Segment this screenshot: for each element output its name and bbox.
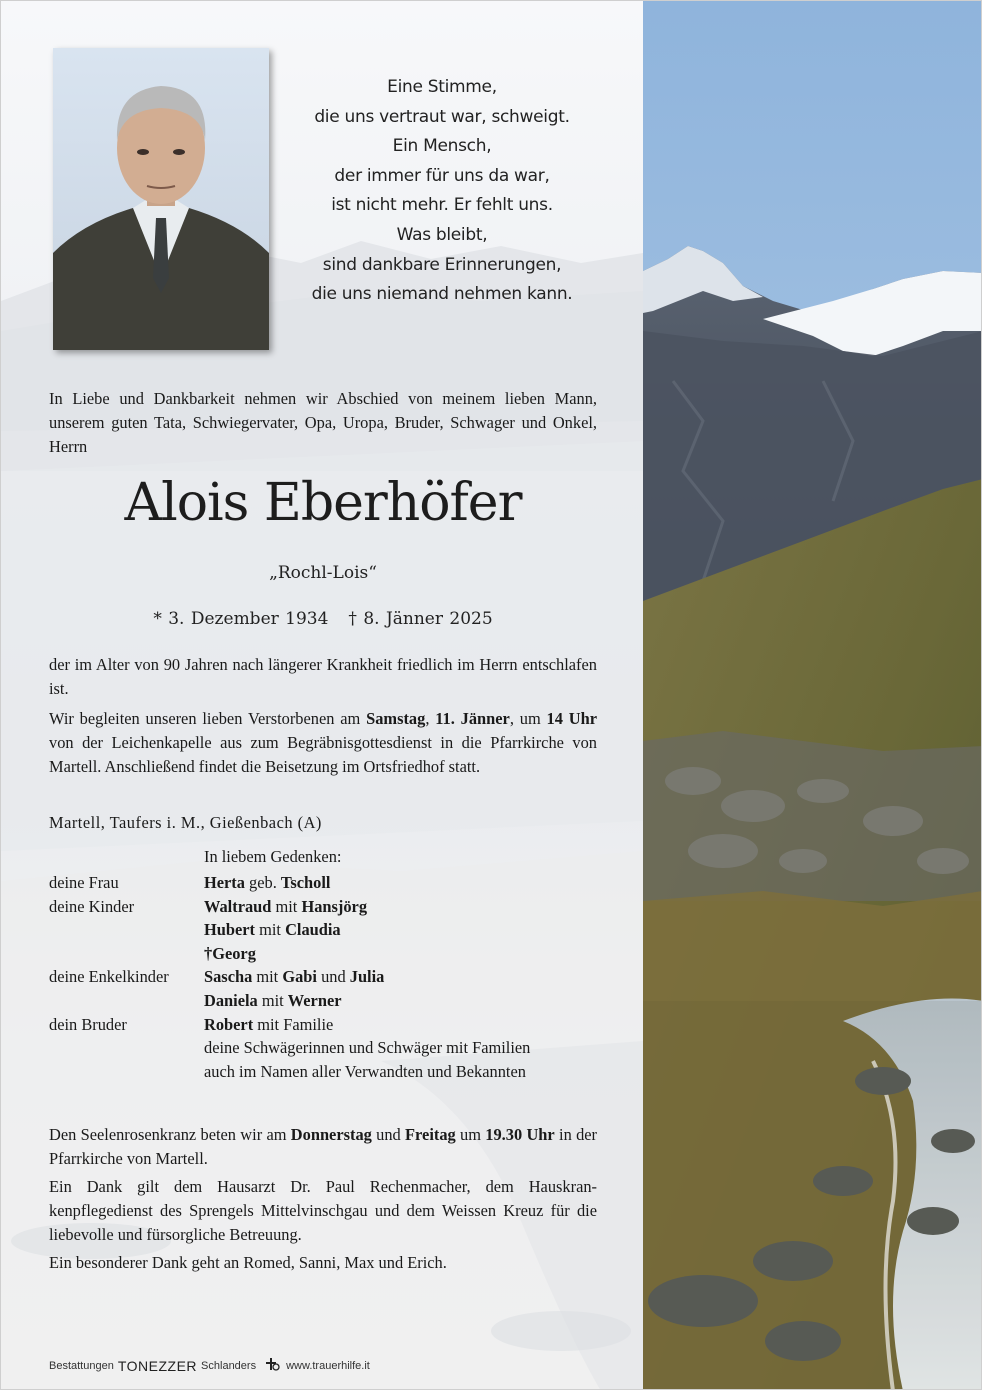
funeral-date: 11. Jänner	[435, 709, 510, 728]
person-name: Werner	[287, 990, 342, 1010]
person-name: Tscholl	[280, 873, 331, 892]
list-item	[49, 1036, 609, 1060]
list-item	[49, 942, 609, 966]
poem-line: ist nicht mehr. Er fehlt uns.	[331, 195, 553, 216]
footer-brand: TONEZZER	[117, 1357, 198, 1374]
connector: geb.	[244, 873, 281, 892]
death-date: † 8. Jänner 2025	[348, 609, 493, 629]
person-name: Claudia	[285, 920, 341, 940]
relation-label: dein Bruder	[49, 1014, 127, 1034]
rosary-text: Den Seelenrosenkranz beten wir am	[49, 1125, 291, 1144]
connector: und	[316, 967, 350, 987]
funeral-day: Samstag	[366, 709, 426, 728]
poem-line: die uns vertraut war, schweigt.	[314, 106, 570, 127]
person-name: Robert	[204, 1014, 254, 1034]
funeral-text: Wir begleiten unseren lieben Verstorbenen am	[49, 709, 367, 728]
relatives-line: auch im Namen aller Verwandten und Bekannten	[204, 1061, 526, 1081]
intro-text: In Liebe und Dankbarkeit nehmen wir Abschied von meinem lieben Mann, unserem guten Tata, Schwiegervater, Opa, Uropa, Bruder, Schwager und Onkel, Herrn	[49, 389, 597, 456]
poem-line: Was bleibt,	[396, 224, 488, 245]
list-item	[49, 1060, 609, 1084]
relation-label-empty	[49, 989, 204, 1013]
relation-names	[204, 989, 609, 1013]
person-name: Hubert	[204, 920, 255, 940]
mountain-stream-image	[643, 1, 982, 1390]
rosary-text: um	[455, 1125, 486, 1144]
relation-names	[204, 965, 609, 989]
rosary-day: Donnerstag	[290, 1125, 372, 1144]
thanks-text: Ein Dank gilt dem Hausarzt Dr. Paul Rechenmacher, dem Hauskran-kenpflegedienst des Sprengels Mittelvinschgau und dem Weissen Kreuz für die liebevolle und fürsorgliche Betreuung.	[49, 1177, 597, 1244]
connector: mit Familie	[253, 1014, 334, 1034]
relation-label-empty	[49, 918, 204, 942]
landscape-photo	[643, 1, 982, 1390]
relation-label-empty	[49, 942, 204, 966]
places: Martell, Taufers i. M., Gießenbach (A)	[49, 813, 322, 832]
special-thanks-text: Ein besonderer Dank geht an Romed, Sanni, Max und Erich.	[49, 1253, 447, 1272]
footer-prefix: Bestattungen	[49, 1359, 114, 1372]
connector: mit	[271, 896, 302, 916]
mourners-list	[49, 871, 609, 1083]
poem	[301, 73, 583, 310]
mourners-heading: In liebem Gedenken:	[204, 847, 342, 866]
person-name: Sascha	[204, 967, 253, 987]
connector: mit	[257, 990, 288, 1010]
deceased-nickname: „Rochl-Lois“	[269, 563, 377, 583]
poem-line: die uns niemand nehmen kann.	[311, 284, 573, 305]
relation-label-empty	[49, 1036, 204, 1060]
relation-label: deine Kinder	[49, 896, 135, 916]
rosary-day: Freitag	[405, 1125, 456, 1144]
deceased-name: Alois Eberhöfer	[124, 473, 522, 533]
footer	[49, 1357, 370, 1374]
funeral-time: 14 Uhr	[546, 709, 597, 728]
footer-city: Schlanders	[201, 1359, 257, 1372]
poem-line: Eine Stimme,	[387, 77, 497, 97]
list-item	[49, 989, 609, 1013]
rosary-text: in der Pfarrkirche von Martell.	[49, 1125, 597, 1168]
person-name: Hansjörg	[301, 896, 368, 916]
poem-line: sind dankbare Erinnerungen,	[322, 254, 562, 275]
life-dates	[49, 609, 597, 629]
person-name: Herta	[204, 873, 245, 892]
relation-names	[204, 871, 609, 895]
connector: mit	[252, 967, 283, 987]
list-item	[49, 871, 609, 895]
person-name: Julia	[349, 967, 385, 987]
rosary-info	[49, 1123, 597, 1171]
person-name: Daniela	[204, 990, 258, 1010]
birth-date: * 3. Dezember 1934	[153, 609, 329, 629]
funeral-text: ,	[425, 709, 436, 728]
relation-names	[204, 895, 609, 919]
portrait-image	[53, 48, 269, 350]
rosary-text: und	[371, 1125, 406, 1144]
cross-logo-icon	[264, 1357, 280, 1374]
relation-names	[204, 942, 609, 966]
poem-line: der immer für uns da war,	[334, 165, 550, 186]
person-name: Gabi	[282, 967, 317, 987]
relation-label: deine Enkelkinder	[49, 967, 169, 987]
list-item	[49, 895, 609, 919]
funeral-text: von der Leichenkapelle aus zum Begräbnisgottesdienst in die Pfarrkirche von Martell. Anschließend findet die Beisetzung im Ortsfriedhof statt.	[49, 733, 597, 776]
person-name: Waltraud	[204, 896, 272, 916]
funeral-text: , um	[509, 709, 547, 728]
death-note: der im Alter von 90 Jahren nach längerer Krankheit friedlich im Herrn entschlafen ist.	[49, 655, 597, 698]
person-name: †Georg	[204, 943, 256, 963]
relation-label: deine Frau	[49, 873, 119, 892]
poem-line: Ein Mensch,	[392, 136, 492, 157]
relation-names	[204, 1013, 609, 1037]
connector: mit	[255, 920, 286, 940]
funeral-info	[49, 707, 597, 779]
footer-url[interactable]: www.trauerhilfe.it	[286, 1359, 370, 1372]
relation-names	[204, 918, 609, 942]
inlaws-line: deine Schwägerinnen und Schwäger mit Familien	[204, 1038, 531, 1058]
rosary-time: 19.30 Uhr	[485, 1125, 555, 1144]
list-item	[49, 918, 609, 942]
list-item	[49, 965, 609, 989]
portrait-photo	[53, 48, 269, 350]
list-item	[49, 1013, 609, 1037]
relation-label-empty	[49, 1060, 204, 1084]
